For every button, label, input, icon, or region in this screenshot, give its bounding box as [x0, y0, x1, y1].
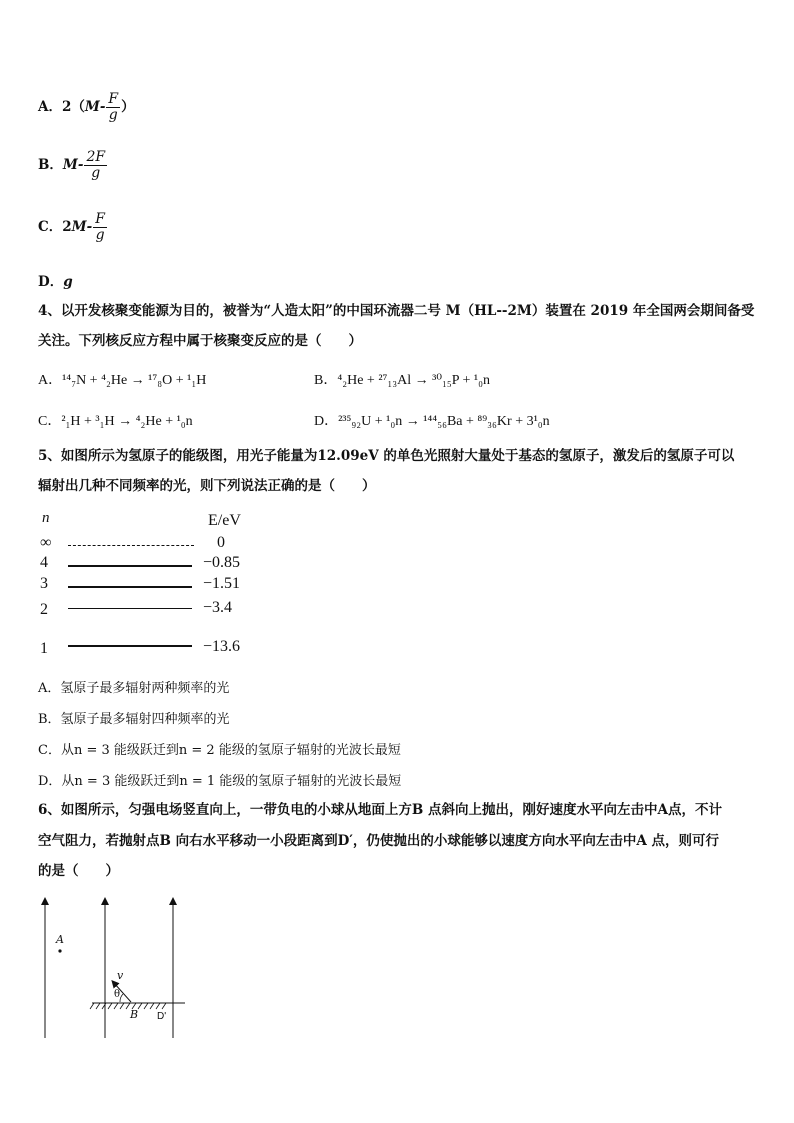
label-v: v	[117, 969, 124, 982]
diagram-e-header: E/eV	[208, 512, 241, 529]
q4-stem-line2: 关注。下列核反应方程中属于核聚变反应的是（ ）	[38, 333, 362, 349]
q4-stem-line1: 4、以开发核聚变能源为目的，被誉为“人造太阳”的中国环流器二号 M（HL--2M）装置在 2019 年全国两会期间备受	[38, 303, 755, 319]
q4-option-d: D．²³⁵₉₂U + ¹₀n → ¹⁴⁴₅₆Ba + ⁸⁹₃₆Kr + 3¹₀n	[314, 414, 550, 429]
label-a: A	[56, 933, 64, 946]
level-energy: −3.4	[203, 599, 233, 616]
q4-option-c: C．²₁H + ³₁H → ⁴₂He + ¹₀n	[38, 414, 193, 429]
label-theta: θ	[114, 989, 121, 1000]
level-line-2	[68, 608, 192, 609]
q3-option-c: C．2M- $\frac{F}{g}$	[38, 211, 105, 243]
level-energy: −1.51	[203, 575, 241, 592]
diagram-n-header: n	[42, 510, 50, 526]
ground-hatch	[90, 1003, 166, 1009]
q3-option-d: D．g	[38, 274, 73, 290]
q6-stem-line2: 空气阻力，若抛射点B 向右水平移动一小段距离到D′，仍使抛出的小球能够以速度方向水平向左击中A 点，则可行	[38, 833, 720, 849]
level-label: 1	[40, 640, 48, 657]
level-line-4	[68, 565, 192, 567]
angle-arc	[120, 994, 123, 1002]
q5-stem-line1: 5、如图所示为氢原子的能级图，用光子能量为12.09eV 的单色光照射大量处于基态的氢原子，激发后的氢原子可以	[38, 448, 735, 464]
q6-stem-line1: 6、如图所示，匀强电场竖直向上，一带负电的小球从地面上方B 点斜向上抛出，刚好速度水平向左击中A点，不计	[38, 802, 722, 818]
level-label: 4	[40, 554, 48, 571]
q6-stem-line3: 的是（ ）	[38, 863, 119, 879]
level-label: 3	[40, 575, 48, 592]
q3-option-a: A．2（M- $\frac{F}{g}$ ）	[38, 91, 135, 123]
level-label: 2	[40, 601, 48, 618]
q5-option-b: B．氢原子最多辐射四种频率的光	[38, 712, 230, 727]
level-line-3	[68, 586, 192, 588]
level-line-infinity	[68, 545, 194, 546]
q4-option-b: B．⁴₂He + ²⁷₁₃Al → ³⁰₁₅P + ¹₀n	[314, 373, 490, 388]
level-label: ∞	[40, 534, 52, 551]
level-energy: −13.6	[203, 638, 241, 655]
q5-option-a: A．氢原子最多辐射两种频率的光	[38, 681, 230, 696]
level-energy: 0	[217, 534, 225, 551]
label-b: B	[130, 1008, 139, 1021]
q5-stem-line2: 辐射出几种不同频率的光，则下列说法正确的是（ ）	[38, 478, 376, 494]
q5-option-d: D．从n = 3 能级跃迁到n = 1 能级的氢原子辐射的光波长最短	[38, 774, 402, 789]
level-energy: −0.85	[203, 554, 241, 571]
point-a	[58, 949, 61, 952]
label-d-prime: D'	[157, 1011, 167, 1022]
level-line-1	[68, 645, 192, 647]
electric-field-figure	[30, 893, 200, 1043]
q4-option-a: A．¹⁴₇N + ⁴₂He → ¹⁷₈O + ¹₁H	[38, 373, 207, 388]
q5-option-c: C．从n = 3 能级跃迁到n = 2 能级的氢原子辐射的光波长最短	[38, 743, 401, 758]
q3-option-b: B．M- $\frac{2F}{g}$	[38, 149, 106, 181]
